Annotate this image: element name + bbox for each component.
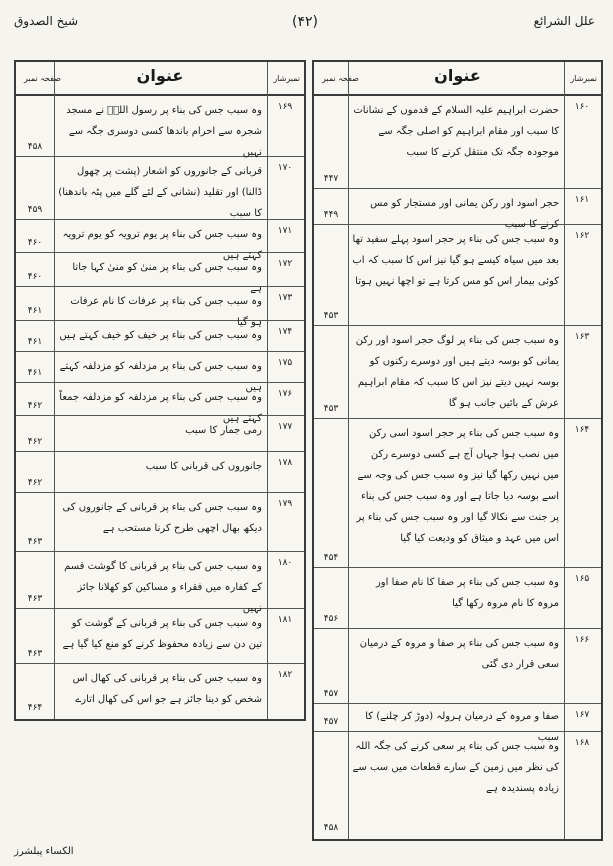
row-title: وہ سبب جس کی بناء پر لوگ حجر اسود اور رکن یمانی کو بوسہ دیتے ہیں اور دوسرے رکنوں کو بوسہ نہیں دیتے نیز اس کا سبب کہ مقام ابراہیم عرش کے بائیں جانب ہو گا	[355, 335, 559, 409]
row-title: وہ سبب جس کی بناء پر سعی کرنے کی جگہ اللہ کی نظر میں زمین کے سارے قطعات میں سب سے زیادہ پسندیدہ ہے	[352, 741, 559, 794]
book-title: علل الشرائع	[533, 14, 595, 28]
page-header-label: صفحہ نمبر	[322, 74, 359, 83]
row-page: ۴۵۸	[323, 823, 339, 833]
row-page: ۴۵۷	[323, 717, 339, 727]
table-row	[16, 493, 304, 552]
row-title: وہ سبب جس کی بناء پر حجر اسود پہلے سفید تھا بعد میں سیاہ کیسے ہو گیا نیز اس کا سبب کہ اب کوئی بیمار اس کو مس کرتا ہے تو اچھا نہیں ہوتا	[352, 234, 559, 287]
table-row	[314, 732, 601, 837]
table-row	[16, 383, 304, 424]
row-number: ۱۶۶	[574, 635, 590, 645]
title-header: عنوان	[434, 66, 481, 85]
row-title: وہ سبب جس کی بناء پر قربانی کا گوشت قسم کے کفارہ میں فقراء و مساکین کو کھلانا جائز نہیں	[64, 561, 262, 614]
row-title: وہ سبب جس کی بناء پر صفا کا نام صفا اور مروہ کا نام مروہ رکھا گیا	[375, 577, 559, 609]
row-title: وہ سبب جس کی بناء پر یوم ترویہ کو یوم ترویہ کہتے ہیں	[62, 229, 262, 261]
row-page: ۴۵۷	[323, 689, 339, 699]
row-number: ۱۷۰	[277, 163, 293, 173]
right-index-table	[312, 60, 603, 841]
row-title: وہ سبب جس کی بناء پر صفا و مروہ کے درمیان سعی قرار دی گئی	[359, 638, 559, 670]
row-number: ۱۶۰	[574, 102, 590, 112]
row-number: ۱۷۹	[277, 499, 293, 509]
row-page: ۴۶۱	[27, 368, 43, 378]
row-title: وہ سبب جس کی بناء پر خیف کو خیف کہتے ہیں	[59, 330, 262, 341]
row-title: وہ سبب جس کی بناء پر قربانی کے گوشت کو تین دن سے زیادہ محفوظ کرنے کو منع کیا گیا ہے	[62, 618, 262, 650]
table-row	[314, 419, 601, 568]
table-row	[16, 416, 304, 452]
row-page: ۴۶۱	[27, 337, 43, 347]
row-page: ۴۵۳	[323, 311, 339, 321]
row-number: ۱۷۸	[277, 458, 293, 468]
row-number: ۱۸۲	[277, 670, 293, 680]
publisher-footer: الکساء پبلشرز	[14, 846, 74, 857]
row-page: ۴۶۲	[27, 478, 43, 488]
table-row	[16, 96, 304, 157]
row-title: وہ سبب جس کی بناء پر حجر اسود اسی رکن میں نصب ہوا جہاں آج ہے کسی دوسرے رکن میں نہیں رکھا گیا نیز وہ سبب جس کی وجہ سے اسے بوسہ دیا جاتا ہے اور وہ سبب جس کی بناء پر جنت سے نکالا گیا اور وہ سبب جس کی بناء پر اس میں عہد و میثاق کو ودیعت کیا گیا	[356, 428, 559, 544]
row-number: ۱۸۰	[277, 558, 293, 568]
table-row	[16, 253, 304, 294]
right-table-header	[314, 62, 601, 96]
row-page: ۴۶۰	[27, 272, 43, 282]
author-name: شیخ الصدوق	[14, 14, 79, 28]
table-row	[314, 189, 601, 230]
row-page: ۴۶۰	[27, 238, 43, 248]
row-page: ۴۵۶	[323, 614, 339, 624]
page-header	[0, 0, 613, 40]
row-number: ۱۷۴	[277, 327, 293, 337]
page-header-label: صفحہ نمبر	[24, 74, 61, 83]
row-number: ۱۷۵	[277, 358, 293, 368]
table-row	[314, 326, 601, 419]
row-number: ۱۷۳	[277, 293, 293, 303]
table-row	[314, 568, 601, 629]
row-title: وہ سبب جس کی بناء پر مزدلفہ کو مزدلفہ کہتے ہیں	[59, 361, 262, 393]
row-title: قربانی کے جانوروں کو اشعار (پشت پر چھول ڈالنا) اور تقلید (نشانی کے لئے گلے میں پٹہ باندھنا) کا سبب	[58, 166, 262, 219]
table-row	[16, 352, 304, 393]
row-title: جانوروں کی قربانی کا سبب	[145, 461, 262, 472]
table-row	[16, 220, 304, 261]
row-title: وہ سبب جس کی بناء پر قربانی کے جانوروں کی دیکھ بھال اچھی طرح کرنا مستحب ہے	[62, 502, 262, 534]
row-page: ۴۵۴	[323, 553, 339, 563]
row-title: صفا و مروہ کے درمیان ہرولہ (دوڑ کر چلنے) کا سبب	[365, 711, 559, 743]
row-page: ۴۶۳	[27, 537, 43, 547]
row-page: ۴۵۸	[27, 142, 43, 152]
row-page: ۴۶۲	[27, 437, 43, 447]
row-title: رمی جمار کا سبب	[185, 425, 262, 436]
row-number: ۱۶۸	[574, 738, 590, 748]
table-row	[16, 664, 304, 717]
row-number: ۱۶۹	[277, 102, 293, 112]
row-page: ۴۵۳	[323, 404, 339, 414]
left-table-header	[16, 62, 304, 96]
row-number: ۱۶۴	[574, 425, 590, 435]
row-number: ۱۶۳	[574, 332, 590, 342]
serial-header: نمبرشار	[570, 74, 597, 83]
row-number: ۱۷۷	[277, 422, 293, 432]
row-title: وہ سبب جس کی بناء پر قربانی کی کھال اس شخص کو دینا جائز ہے جو اس کی کھال اتارے	[72, 673, 262, 705]
table-row	[16, 609, 304, 664]
title-header: عنوان	[136, 66, 184, 85]
row-number: ۱۷۱	[277, 226, 293, 236]
row-title: وہ سبب جس کی بناء پر منیٰ کو منیٰ کہا جاتا ہے	[72, 262, 262, 294]
row-number: ۱۶۷	[574, 710, 590, 720]
serial-header: نمبرشار	[273, 74, 300, 83]
table-row	[16, 287, 304, 328]
row-page: ۴۶۴	[27, 703, 43, 713]
row-number: ۱۶۵	[574, 574, 590, 584]
row-page: ۴۶۱	[27, 306, 43, 316]
table-row	[16, 552, 304, 614]
left-index-table	[14, 60, 306, 721]
table-row	[314, 225, 601, 326]
row-number: ۱۶۱	[574, 195, 590, 205]
row-title: وہ سبب جس کی بناء پر مزدلفہ کو مزدلفہ جمعاً کہتے ہیں	[59, 392, 262, 424]
row-title: حجر اسود اور رکن یمانی اور مستجار کو مس کرنے کا سبب	[370, 198, 559, 230]
table-row	[16, 321, 304, 352]
row-number: ۱۶۲	[574, 231, 590, 241]
row-number: ۱۸۱	[277, 615, 293, 625]
page-number: (۴۲)	[292, 14, 318, 30]
table-row	[16, 452, 304, 493]
row-page: ۴۶۳	[27, 594, 43, 604]
row-number: ۱۷۲	[277, 259, 293, 269]
table-row	[314, 96, 601, 189]
row-number: ۱۷۶	[277, 389, 293, 399]
row-title: وہ سبب جس کی بناء پر رسول اللہؐ نے مسجد شجرہ سے احرام باندھا کسی دوسری جگہ سے نہیں	[66, 105, 262, 158]
table-row	[314, 629, 601, 704]
row-title: وہ سبب جس کی بناء پر عرفات کا نام عرفات ہو گیا	[70, 296, 262, 328]
table-row	[16, 157, 304, 220]
row-page: ۴۶۲	[27, 401, 43, 411]
row-page: ۴۴۷	[323, 174, 339, 184]
row-page: ۴۵۹	[27, 205, 43, 215]
row-title: حضرت ابراہیم علیہ السلام کے قدموں کے نشانات کا سبب اور مقام ابراہیم کو اصلی جگہ سے موجودہ جگہ تک منتقل کرنے کا سبب	[353, 105, 559, 158]
row-page: ۴۴۹	[323, 210, 339, 220]
row-page: ۴۶۳	[27, 649, 43, 659]
